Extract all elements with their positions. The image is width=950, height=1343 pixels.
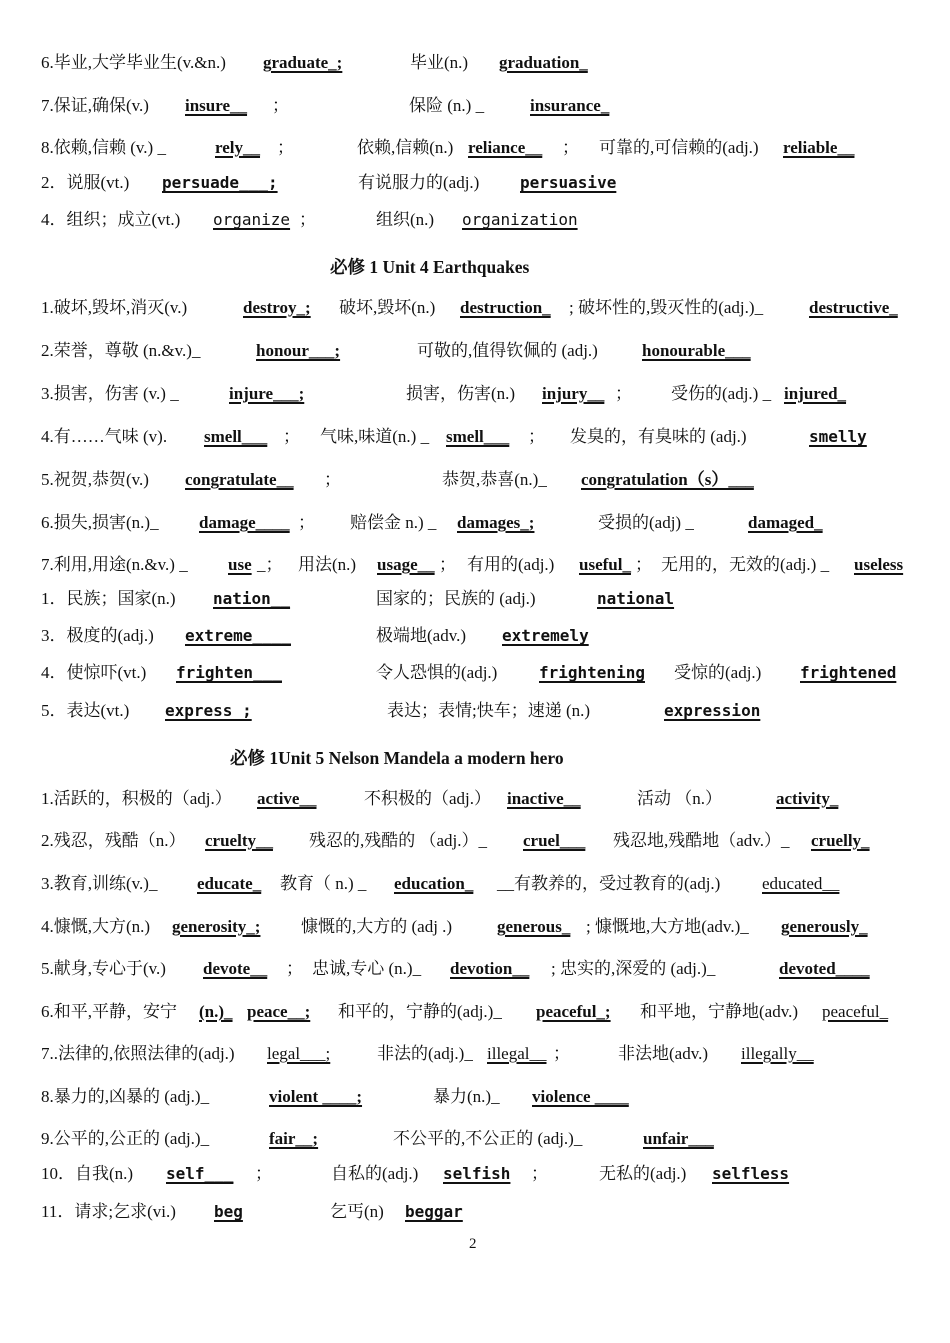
answer-word: frighten___ bbox=[176, 663, 282, 682]
prompt-text: 令人恐惧的(adj.) bbox=[376, 663, 498, 682]
prompt-text: 7.利用,用途(n.&v.) _ bbox=[41, 555, 188, 574]
prompt-text: 8.暴力的,凶暴的 (adj.)_ bbox=[41, 1087, 210, 1106]
prompt-text: ； bbox=[531, 1164, 548, 1183]
answer-word: injury__ bbox=[542, 384, 605, 403]
prompt-text: 10．自我(n.) bbox=[41, 1164, 134, 1183]
prompt-text: 可靠的,可信赖的(adj.) bbox=[599, 138, 759, 157]
answer-word: violent ____; bbox=[269, 1087, 363, 1106]
prompt-text: ; 慷慨地,大方地(adv.)_ bbox=[586, 917, 749, 936]
prompt-text: 3.损害，伤害 (v.) _ bbox=[41, 384, 179, 403]
vocab-row bbox=[41, 873, 921, 897]
prompt-text: 5.祝贺,恭贺(v.) bbox=[41, 470, 149, 489]
unit-heading: 必修 1Unit 5 Nelson Mandela a modern hero bbox=[230, 748, 564, 768]
prompt-text: 6.和平,平静，安宁 bbox=[41, 1002, 177, 1021]
prompt-text: ； bbox=[298, 513, 315, 532]
answer-word: use bbox=[228, 555, 252, 574]
prompt-text: 非法地(adv.) bbox=[618, 1044, 709, 1063]
answer-word: inactive__ bbox=[507, 789, 581, 808]
prompt-text: 7..法律的,依照法律的(adj.) bbox=[41, 1044, 235, 1063]
answer-word: beggar bbox=[405, 1202, 463, 1221]
answer-word: useful_ bbox=[579, 555, 631, 574]
prompt-text: ； bbox=[286, 959, 303, 978]
answer-word: (n.)_ bbox=[199, 1002, 233, 1021]
prompt-text: 气味,味道(n.) _ bbox=[320, 427, 430, 446]
prompt-text: 1．民族；国家(n.) bbox=[41, 589, 176, 608]
unit-heading: 必修 1 Unit 4 Earthquakes bbox=[330, 257, 530, 277]
answer-word: cruelty__ bbox=[205, 831, 273, 850]
prompt-text: 1.活跃的，积极的（adj.） bbox=[41, 789, 232, 808]
vocab-row bbox=[41, 788, 921, 812]
answer-word: peaceful_; bbox=[536, 1002, 611, 1021]
answer-word: nation__ bbox=[213, 589, 291, 608]
answer-word: peace__; bbox=[247, 1002, 311, 1021]
vocab-row bbox=[41, 916, 921, 940]
prompt-text: 组织(n.) bbox=[376, 210, 435, 229]
answer-word: cruelly_ bbox=[811, 831, 870, 850]
answer-word: activity_ bbox=[776, 789, 839, 808]
vocab-row bbox=[41, 95, 921, 119]
answer-word: congratulation（s）___ bbox=[581, 470, 754, 489]
vocab-row bbox=[41, 383, 921, 407]
prompt-text: 非法的(adj.)_ bbox=[377, 1044, 473, 1063]
answer-word: congratulate__ bbox=[185, 470, 294, 489]
prompt-text: ; 破坏性的,毁灭性的(adj.)_ bbox=[569, 298, 764, 317]
prompt-text: 发臭的，有臭味的 (adj.) bbox=[570, 427, 747, 446]
answer-word: expression bbox=[664, 701, 761, 720]
prompt-text: ； bbox=[528, 427, 545, 446]
answer-word: selfish bbox=[443, 1164, 511, 1183]
prompt-text: 残忍地,残酷地（adv.）_ bbox=[613, 831, 790, 850]
answer-word: extremely bbox=[502, 626, 589, 645]
prompt-text: 可敬的,值得钦佩的 (adj.) bbox=[417, 341, 598, 360]
answer-word: selfless bbox=[712, 1164, 790, 1183]
prompt-text: 和平的，宁静的(adj.)_ bbox=[338, 1002, 502, 1021]
answer-word: violence ____ bbox=[532, 1087, 629, 1106]
prompt-text: 3.教育,训练(v.)_ bbox=[41, 874, 158, 893]
vocab-row bbox=[41, 625, 921, 649]
answer-word: devoted____ bbox=[779, 959, 870, 978]
prompt-text: 赔偿金 n.) _ bbox=[350, 513, 437, 532]
prompt-text: 6.毕业,大学毕业生(v.&n.) bbox=[41, 53, 226, 72]
answer-word: destroy_; bbox=[243, 298, 311, 317]
vocab-row bbox=[41, 1163, 921, 1187]
answer-word: reliance__ bbox=[468, 138, 543, 157]
vocab-row bbox=[41, 297, 921, 321]
answer-word: smelly bbox=[809, 427, 867, 446]
answer-word: educated__ bbox=[762, 874, 840, 893]
vocab-row bbox=[41, 340, 921, 364]
prompt-text: 忠诚,专心 (n.)_ bbox=[312, 959, 422, 978]
vocab-row bbox=[41, 554, 921, 578]
answer-word: legal___; bbox=[267, 1044, 331, 1063]
answer-word: reliable__ bbox=[783, 138, 855, 157]
prompt-text: 受损的(adj) _ bbox=[598, 513, 694, 532]
answer-word: destructive_ bbox=[809, 298, 898, 317]
prompt-text: 恭贺,恭喜(n.)_ bbox=[442, 470, 547, 489]
prompt-text: 无用的，无效的(adj.) _ bbox=[661, 555, 830, 574]
answer-word: national bbox=[597, 589, 675, 608]
prompt-text: ； bbox=[255, 1164, 272, 1183]
prompt-text: 4．使惊吓(vt.) bbox=[41, 663, 147, 682]
answer-word: honourable___ bbox=[642, 341, 751, 360]
prompt-text: 暴力(n.)_ bbox=[433, 1087, 500, 1106]
prompt-text: ； bbox=[299, 210, 316, 229]
vocab-row bbox=[41, 209, 921, 233]
prompt-text: 表达；表情;快车；速递 (n.) bbox=[387, 701, 591, 720]
vocab-row bbox=[41, 958, 921, 982]
prompt-text: _； bbox=[257, 555, 283, 574]
prompt-text: 极端地(adv.) bbox=[376, 626, 467, 645]
prompt-text: 自私的(adj.) bbox=[331, 1164, 419, 1183]
vocab-row bbox=[41, 1043, 921, 1067]
prompt-text: 有用的(adj.) bbox=[467, 555, 555, 574]
answer-word: organize bbox=[213, 210, 291, 229]
answer-word: unfair___ bbox=[643, 1129, 714, 1148]
prompt-text: 3．极度的(adj.) bbox=[41, 626, 154, 645]
answer-word: generously_ bbox=[781, 917, 868, 936]
answer-word: active__ bbox=[257, 789, 317, 808]
answer-word: smell___ bbox=[446, 427, 510, 446]
answer-word: generosity_; bbox=[172, 917, 261, 936]
prompt-text: 11．请求;乞求(vi.) bbox=[41, 1202, 176, 1221]
answer-word: persuade___; bbox=[162, 173, 278, 192]
vocab-row bbox=[41, 700, 921, 724]
prompt-text: 乞丐(n) bbox=[330, 1202, 384, 1221]
prompt-text: 活动 （n.） bbox=[637, 789, 722, 808]
prompt-text: 无私的(adj.) bbox=[599, 1164, 687, 1183]
answer-word: useless bbox=[854, 555, 904, 574]
prompt-text: 和平地，宁静地(adv.) bbox=[640, 1002, 799, 1021]
vocab-row bbox=[41, 172, 921, 196]
prompt-text: ； bbox=[439, 555, 456, 574]
prompt-text: 破坏,毁坏(n.) bbox=[339, 298, 436, 317]
answer-word: frightening bbox=[539, 663, 645, 682]
vocab-row bbox=[41, 469, 921, 493]
prompt-text: 4．组织；成立(vt.) bbox=[41, 210, 181, 229]
prompt-text: 9.公平的,公正的 (adj.)_ bbox=[41, 1129, 210, 1148]
answer-word: smell___ bbox=[204, 427, 268, 446]
answer-word: injured_ bbox=[784, 384, 847, 403]
prompt-text: 慷慨的,大方的 (adj .) bbox=[301, 917, 453, 936]
answer-word: damage____ bbox=[199, 513, 290, 532]
answer-word: honour___; bbox=[256, 341, 341, 360]
page-number: 2 bbox=[469, 1236, 477, 1252]
answer-word: insurance_ bbox=[530, 96, 610, 115]
answer-word: self___ bbox=[166, 1164, 234, 1183]
vocab-row bbox=[41, 512, 921, 536]
prompt-text: 2.残忍，残酷（n.） bbox=[41, 831, 186, 850]
answer-word: organization bbox=[462, 210, 578, 229]
answer-word: generous_ bbox=[497, 917, 571, 936]
answer-word: fair__; bbox=[269, 1129, 319, 1148]
answer-word: frightened bbox=[800, 663, 897, 682]
prompt-text: 1.破坏,毁坏,消灭(v.) bbox=[41, 298, 188, 317]
answer-word: damages_; bbox=[457, 513, 535, 532]
prompt-text: __有教养的，受过教育的(adj.) bbox=[497, 874, 721, 893]
prompt-text: 不公平的,不公正的 (adj.)_ bbox=[393, 1129, 583, 1148]
prompt-text: ； bbox=[562, 138, 579, 157]
prompt-text: 用法(n.) bbox=[298, 555, 357, 574]
answer-word: rely__ bbox=[215, 138, 261, 157]
answer-word: devote__ bbox=[203, 959, 268, 978]
prompt-text: ； bbox=[615, 384, 632, 403]
answer-word: education_ bbox=[394, 874, 474, 893]
prompt-text: ； bbox=[272, 96, 289, 115]
vocab-row bbox=[41, 1086, 921, 1110]
answer-word: express ; bbox=[165, 701, 252, 720]
vocab-row bbox=[41, 1001, 921, 1025]
vocab-row bbox=[41, 662, 921, 686]
prompt-text: 受惊的(adj.) bbox=[674, 663, 762, 682]
answer-word: usage__ bbox=[377, 555, 435, 574]
answer-word: insure__ bbox=[185, 96, 248, 115]
vocab-row bbox=[41, 52, 921, 76]
prompt-text: 2．说服(vt.) bbox=[41, 173, 130, 192]
answer-word: damaged_ bbox=[748, 513, 823, 532]
prompt-text: 5.献身,专心于(v.) bbox=[41, 959, 166, 978]
vocab-row bbox=[41, 588, 921, 612]
prompt-text: 有说服力的(adj.) bbox=[358, 173, 480, 192]
prompt-text: ； bbox=[324, 470, 341, 489]
prompt-text: 5．表达(vt.) bbox=[41, 701, 130, 720]
vocab-row bbox=[41, 1201, 921, 1225]
prompt-text: 保险 (n.) _ bbox=[409, 96, 485, 115]
prompt-text: 8.依赖,信赖 (v.) _ bbox=[41, 138, 166, 157]
answer-word: educate_ bbox=[197, 874, 262, 893]
answer-word: graduation_ bbox=[499, 53, 588, 72]
prompt-text: 损害，伤害(n.) bbox=[406, 384, 516, 403]
prompt-text: ； bbox=[283, 427, 300, 446]
prompt-text: ； bbox=[553, 1044, 570, 1063]
prompt-text: 7.保证,确保(v.) bbox=[41, 96, 149, 115]
vocab-row bbox=[41, 137, 921, 161]
answer-word: devotion__ bbox=[450, 959, 530, 978]
answer-word: persuasive bbox=[520, 173, 617, 192]
prompt-text: 4.有……气味 (v). bbox=[41, 427, 168, 446]
answer-word: illegal__ bbox=[487, 1044, 547, 1063]
prompt-text: ; 忠实的,深爱的 (adj.)_ bbox=[551, 959, 716, 978]
vocab-row bbox=[41, 830, 921, 854]
prompt-text: ； bbox=[635, 555, 652, 574]
prompt-text: 毕业(n.) bbox=[410, 53, 469, 72]
answer-word: beg bbox=[214, 1202, 243, 1221]
prompt-text: 国家的；民族的 (adj.) bbox=[376, 589, 536, 608]
answer-word: destruction_ bbox=[460, 298, 551, 317]
answer-word: cruel___ bbox=[523, 831, 586, 850]
prompt-text: 依赖,信赖(n.) bbox=[357, 138, 454, 157]
vocab-row bbox=[41, 426, 921, 450]
prompt-text: 6.损失,损害(n.)_ bbox=[41, 513, 159, 532]
answer-word: extreme____ bbox=[185, 626, 291, 645]
prompt-text: 2.荣誉，尊敬 (n.&v.)_ bbox=[41, 341, 201, 360]
prompt-text: 残忍的,残酷的 （adj.）_ bbox=[309, 831, 488, 850]
prompt-text: 不积极的（adj.） bbox=[364, 789, 492, 808]
answer-word: injure___; bbox=[229, 384, 305, 403]
prompt-text: 教育（ n.) _ bbox=[280, 874, 367, 893]
answer-word: peaceful_ bbox=[822, 1002, 889, 1021]
vocab-row bbox=[41, 1128, 921, 1152]
answer-word: graduate_; bbox=[263, 53, 343, 72]
prompt-text: ； bbox=[277, 138, 294, 157]
prompt-text: 受伤的(adj.) _ bbox=[671, 384, 772, 403]
prompt-text: 4.慷慨,大方(n.) bbox=[41, 917, 151, 936]
answer-word: illegally__ bbox=[741, 1044, 814, 1063]
